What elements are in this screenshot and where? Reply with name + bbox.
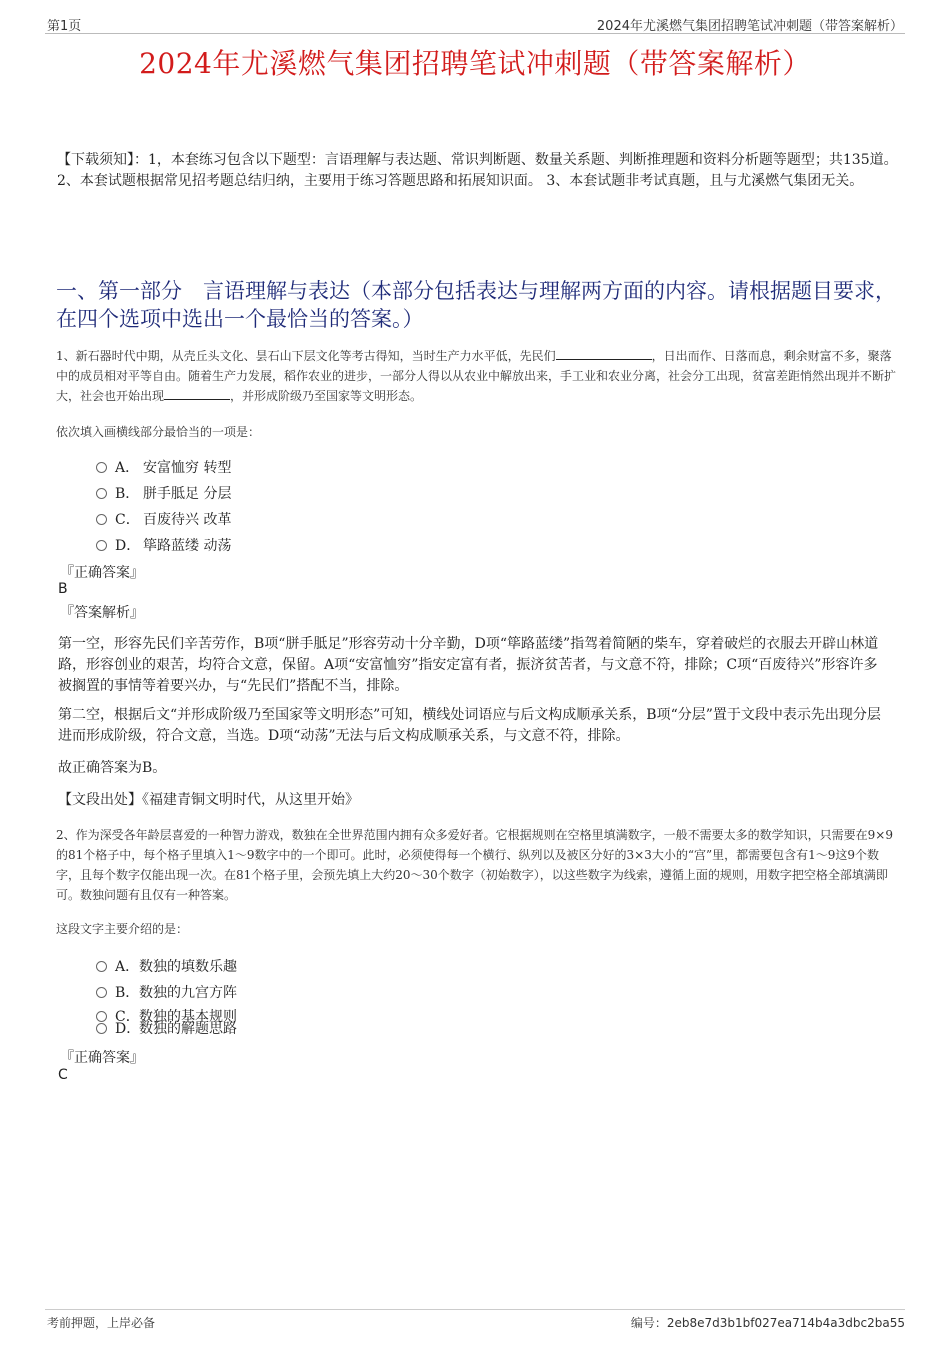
q1-answer-label: 『正确答案』 xyxy=(60,565,144,581)
page-number: 第1页 xyxy=(47,19,82,34)
q1-option-b[interactable] xyxy=(96,483,231,503)
question-1-text-part-a: 1、新石器时代中期，从壳丘头文化、昙石山下层文化等考古得知，当时生产力水平低，先民们 xyxy=(56,349,556,363)
q2-answer: C xyxy=(58,1067,68,1083)
header-divider xyxy=(45,33,905,34)
q1-option-c[interactable] xyxy=(96,509,231,529)
header-doc-title: 2024年尤溪燃气集团招聘笔试冲刺题（带答案解析） xyxy=(596,19,903,34)
q2-option-d[interactable] xyxy=(96,1018,237,1038)
option-key: B． xyxy=(115,985,140,1001)
radio-icon[interactable] xyxy=(96,1023,107,1034)
q1-option-d[interactable] xyxy=(96,535,231,555)
option-key: A． xyxy=(115,460,140,476)
option-key: B． xyxy=(115,486,140,502)
question-1-text xyxy=(56,346,898,406)
radio-icon[interactable] xyxy=(96,462,107,473)
q1-analysis-label: 『答案解析』 xyxy=(60,605,144,621)
option-key: C． xyxy=(115,1009,140,1025)
radio-icon[interactable] xyxy=(96,514,107,525)
option-key: C． xyxy=(115,512,140,528)
question-1-text-part-b: ，日出而作、日落而息，剩余财富不多，聚落中的成员相对平等自由。随着生产力发展，稻作农业的进步，一部分人得以从农业中解放出来，手工业和农业分离，社会分工出现，贫富差距悄然出现并不断扩大，社会也开始出现 xyxy=(56,349,897,403)
option-key: D． xyxy=(115,538,141,554)
serial-label: 编号： xyxy=(630,1316,667,1330)
option-text: 百废待兴 改革 xyxy=(143,512,232,528)
q1-analysis-para-1: 第一空，形容先民们辛苦劳作，B项“胼手胝足”形容劳动十分辛勤，D项“筚路蓝缕”指驾着简陋的柴车，穿着破烂的衣服去开辟山林道路，形容创业的艰苦，均符合文意，保留。A项“安富恤穷”指安定富有者，振济贫苦者，与文意不符，排除；C项“百废待兴”形容许多被搁置的事情等着要兴办，与“先民们”搭配不当，排除。 xyxy=(58,636,879,694)
q1-analysis-para-2: 第二空，根据后文“并形成阶级乃至国家等文明形态”可知，横线处词语应与后文构成顺承关系，B项“分层”置于文段中表示先出现分层进而形成阶级，符合文意，当选。D项“动荡”无法与后文构成顺承关系，与文意不符，排除。 xyxy=(58,707,881,744)
q2-option-b[interactable] xyxy=(96,982,237,1002)
page-title: 2024年尤溪燃气集团招聘笔试冲刺题（带答案解析） xyxy=(139,47,811,80)
option-text: 数独的解题思路 xyxy=(139,1021,237,1037)
download-notice: 【下载须知】：1，本套练习包含以下题型：言语理解与表达题、常识判断题、数量关系题、判断推理题和资料分析题等题型；共135道。 2、本套试题根据常见招考题总结归纳，主要用于练习答题思路和拓展知识面。 3、本套试题非考试真题，且与尤溪燃气集团无关。 xyxy=(57,152,898,189)
option-text: 数独的九宫方阵 xyxy=(139,985,237,1001)
fill-blank-1 xyxy=(556,347,652,360)
option-text: 数独的填数乐趣 xyxy=(139,959,237,975)
radio-icon[interactable] xyxy=(96,987,107,998)
option-text: 数独的基本规则 xyxy=(139,1009,237,1025)
option-key: A． xyxy=(115,959,140,975)
footer-slogan: 考前押题，上岸必备 xyxy=(47,1316,156,1330)
radio-icon[interactable] xyxy=(96,540,107,551)
radio-icon[interactable] xyxy=(96,961,107,972)
question-2-prompt: 这段文字主要介绍的是： xyxy=(56,922,189,936)
footer-divider xyxy=(45,1309,905,1310)
q1-analysis-conclusion: 故正确答案为B。 xyxy=(58,760,167,776)
fill-blank-2 xyxy=(164,387,230,400)
radio-icon[interactable] xyxy=(96,488,107,499)
option-text: 筚路蓝缕 动荡 xyxy=(143,538,232,554)
serial-code: 2eb8e7d3b1bf027ea714b4a3dbc2ba55 xyxy=(666,1316,905,1330)
question-2-text: 2、作为深受各年龄层喜爱的一种智力游戏，数独在全世界范围内拥有众多爱好者。它根据规则在空格里填满数字，一般不需要太多的数学知识，只需要在9×9的81个格子中，每个格子里填入1～9数字中的一个即可。此时，必须使得每一个横行、纵列以及被区分好的3×3大小的“宫”里，都需要包含有1～9这9个数字，且每个数字仅能出现一次。在81个格子里，会预先填上大约20～30个数字（初始数字），以这些数字为线索，遵循上面的规则，用数字把空格全部填满即可。数独问题有且仅有一种答案。 xyxy=(56,828,893,902)
option-key: D． xyxy=(115,1021,141,1037)
q1-answer: B xyxy=(58,581,68,597)
option-text: 安富恤穷 转型 xyxy=(143,460,232,476)
footer-serial xyxy=(631,1314,905,1331)
q2-answer-label: 『正确答案』 xyxy=(60,1050,144,1066)
q1-option-a[interactable] xyxy=(96,457,231,477)
q1-source: 【文段出处】《福建青铜文明时代，从这里开始》 xyxy=(58,792,359,808)
section-title: 一、第一部分 言语理解与表达（本部分包括表达与理解两方面的内容。请根据题目要求，在四个选项中选出一个最恰当的答案。） xyxy=(56,279,896,331)
q2-option-a[interactable] xyxy=(96,956,237,976)
question-1-text-part-c: ，并形成阶级乃至国家等文明形态。 xyxy=(230,389,423,403)
option-text: 胼手胝足 分层 xyxy=(143,486,232,502)
question-1-prompt: 依次填入画横线部分最恰当的一项是： xyxy=(56,425,261,439)
